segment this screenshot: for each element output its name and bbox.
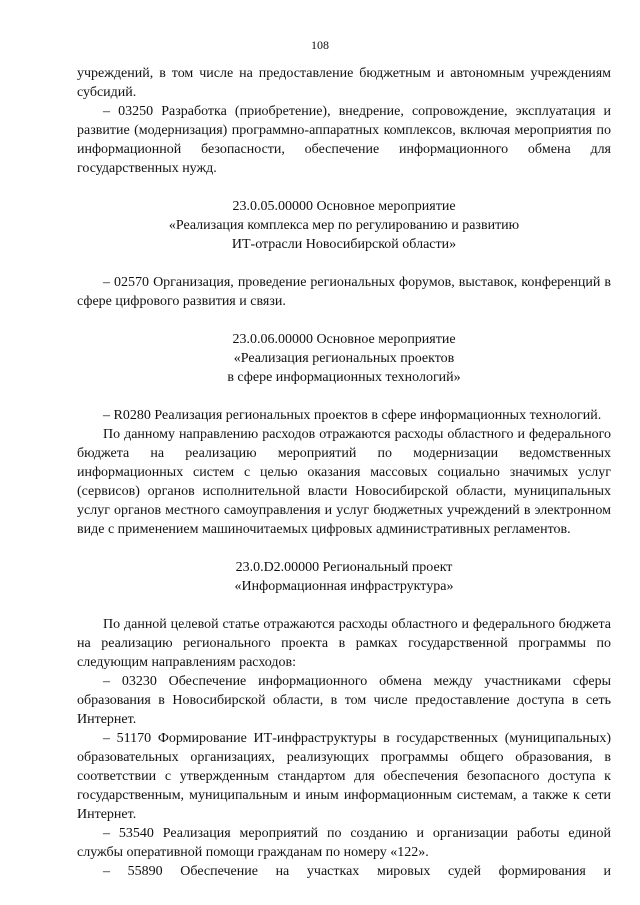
spacer [77, 311, 611, 330]
paragraph: учреждений, в том числе на предоставление бюджетным и автономным учреждениям субсидий. [77, 66, 611, 100]
paragraph: – R0280 Реализация региональных проектов в сфере информационных технологий. [103, 408, 602, 423]
paragraph: По данному направлению расходов отражаются расходы областного и федерального бюджета на реализацию мероприятий по модернизации ведомственных информационных систем с целью оказания массовых социально значимых услуг (сервисов) органов исполнительной власти Новосибирской области, муниципальных услуг органов местного самоуправления и услуг бюджетных учреждений в электронном виде с применением машиночитаемых цифровых административных регламентов. [77, 427, 611, 537]
paragraph: – 02570 Организация, проведение региональных форумов, выставок, конференций в сфере цифрового развития и связи. [77, 275, 611, 309]
section-heading-line: «Реализация комплекса мер по регулированию и развитию [168, 218, 520, 233]
section-heading [77, 558, 611, 596]
document-body [77, 64, 611, 881]
section-heading [77, 197, 611, 254]
section-heading [77, 330, 611, 387]
paragraph: По данной целевой статье отражаются расходы областного и федерального бюджета на реализацию регионального проекта в рамках государственной программы по следующим направлениям расходов: [77, 617, 611, 670]
spacer [77, 178, 611, 197]
section-heading-line: 23.0.D2.00000 Региональный проект [235, 560, 453, 575]
paragraph: – 03230 Обеспечение информационного обмена между участниками сферы образования в Новосибирской области, в том числе предоставление доступа в сеть Интернет. [77, 674, 611, 727]
section-heading-line: 23.0.06.00000 Основное мероприятие [232, 332, 456, 347]
paragraph: – 53540 Реализация мероприятий по созданию и организации работы единой службы оперативной помощи гражданам по номеру «122». [77, 826, 611, 860]
paragraph: – 51170 Формирование ИТ-инфраструктуры в государственных (муниципальных) образовательных организациях, реализующих программы общего образования, в соответствии с утвержденным стандартом для обеспечения безопасного доступа к государственным, муниципальным и иным информационным системам, а также к сети Интернет. [77, 731, 611, 822]
section-heading-line: в сфере информационных технологий» [227, 370, 461, 385]
spacer [77, 539, 611, 558]
spacer [77, 387, 611, 406]
spacer [77, 596, 611, 615]
paragraph: – 55890 Обеспечение на участках мировых судей формирования и [103, 864, 611, 879]
paragraph: – 03250 Разработка (приобретение), внедрение, сопровождение, эксплуатация и развитие (модернизация) программно-аппаратных комплексов, включая мероприятия по информационной безопасности, обеспечение информационного обмена для государственных нужд. [77, 104, 611, 176]
section-heading-line: «Информационная инфраструктура» [234, 579, 454, 594]
spacer [77, 254, 611, 273]
section-heading-line: ИТ-отрасли Новосибирской области» [231, 237, 457, 252]
section-heading-line: «Реализация региональных проектов [233, 351, 455, 366]
section-heading-line: 23.0.05.00000 Основное мероприятие [232, 199, 456, 214]
page-number: 108 [311, 38, 329, 52]
